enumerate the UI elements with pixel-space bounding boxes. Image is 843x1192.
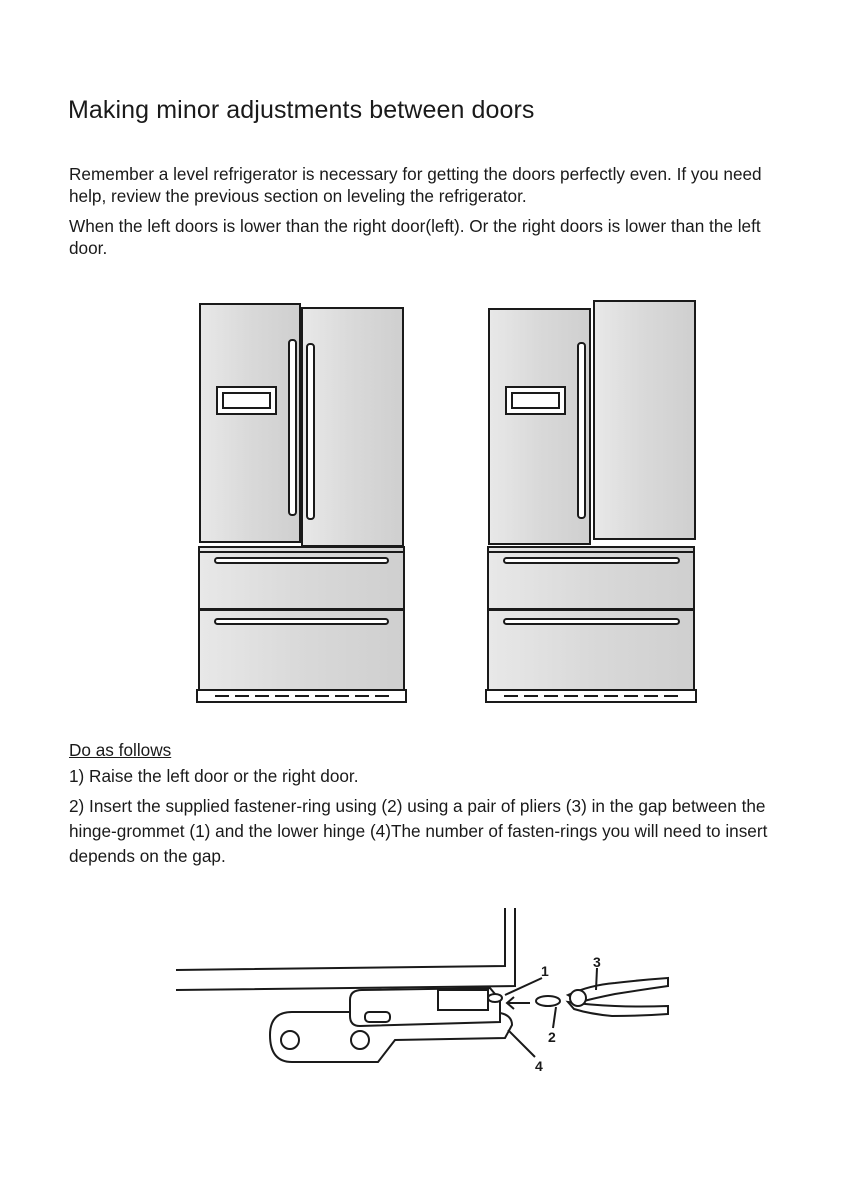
handle-left — [578, 343, 585, 518]
label-hinge-grommet: 1 — [541, 963, 549, 979]
fridge-right-upper-left-door — [489, 309, 590, 544]
display-panel — [217, 387, 276, 414]
label-pliers: 3 — [593, 954, 601, 970]
drawer-upper — [488, 547, 694, 609]
page-title: Making minor adjustments between doors — [68, 96, 535, 124]
fridge-left-door-lower — [197, 304, 406, 702]
fridge-right-door-higher — [486, 301, 696, 702]
display-panel — [506, 387, 565, 414]
handle-right — [307, 344, 314, 519]
step-1: 1) Raise the left door or the right door. — [69, 766, 359, 786]
handle-left — [289, 340, 296, 515]
label-fastener-ring: 2 — [548, 1029, 556, 1045]
step-2: 2) Insert the supplied fastener-ring using (2) using a pair of pliers (3) in the gap between the hinge-grommet (1) and the lower hinge (4)The number of fasten-rings you will need to insert depends on the gap. — [69, 796, 768, 866]
intro-paragraph-doors: When the left doors is lower than the right door(left). Or the right doors is lower than the left door. — [69, 216, 761, 258]
steps-heading: Do as follows — [69, 740, 172, 760]
fridge-left-upper-left-door — [200, 304, 300, 542]
intro-paragraph-level: Remember a level refrigerator is necessary for getting the doors perfectly even. If you need help, review the previous section on leveling the refrigerator. — [69, 164, 762, 206]
fridge-left-upper-right-door — [302, 308, 403, 546]
fridge-right-upper-right-door — [594, 301, 695, 539]
label-lower-hinge: 4 — [535, 1058, 543, 1074]
drawer-upper — [199, 547, 404, 609]
